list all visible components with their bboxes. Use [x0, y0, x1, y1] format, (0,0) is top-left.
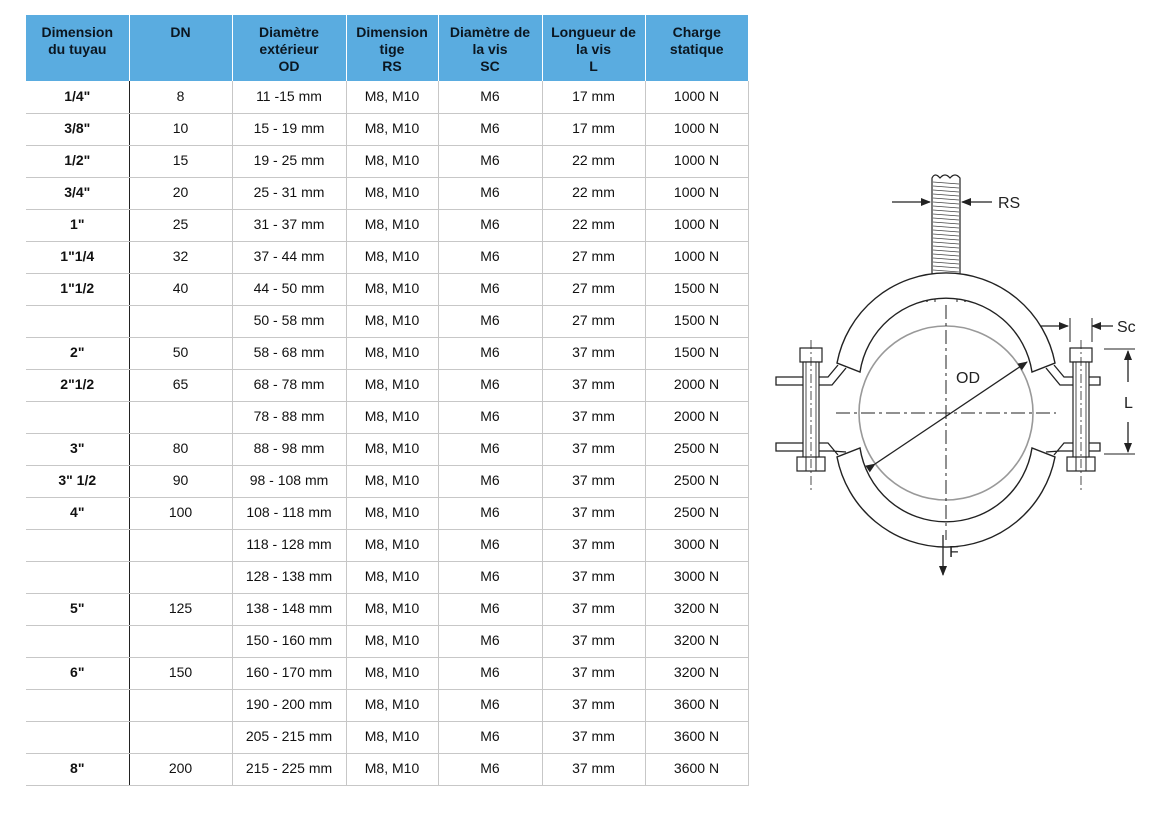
cell-outer-diameter: 138 - 148 mm	[232, 593, 346, 625]
cell-rod-size: M8, M10	[346, 465, 438, 497]
table-row	[26, 753, 748, 785]
cell-screw-diameter: M6	[438, 561, 542, 593]
table-row	[26, 497, 748, 529]
cell-pipe-size: 3" 1/2	[26, 465, 129, 497]
cell-outer-diameter: 58 - 68 mm	[232, 337, 346, 369]
cell-screw-length: 37 mm	[542, 689, 645, 721]
cell-screw-diameter: M6	[438, 113, 542, 145]
cell-screw-length: 27 mm	[542, 305, 645, 337]
table-header	[26, 15, 748, 81]
cell-pipe-size	[26, 561, 129, 593]
cell-dn	[129, 625, 232, 657]
spec-table	[26, 15, 749, 786]
table-row	[26, 305, 748, 337]
cell-dn: 90	[129, 465, 232, 497]
cell-pipe-size: 2"	[26, 337, 129, 369]
cell-pipe-size	[26, 305, 129, 337]
cell-screw-diameter: M6	[438, 625, 542, 657]
cell-screw-diameter: M6	[438, 529, 542, 561]
table-row	[26, 145, 748, 177]
cell-screw-length: 17 mm	[542, 81, 645, 113]
cell-rod-size: M8, M10	[346, 657, 438, 689]
cell-outer-diameter: 190 - 200 mm	[232, 689, 346, 721]
header-static-load: Charge statique	[645, 15, 748, 81]
cell-screw-length: 37 mm	[542, 497, 645, 529]
cell-static-load: 1000 N	[645, 209, 748, 241]
cell-outer-diameter: 215 - 225 mm	[232, 753, 346, 785]
cell-dn: 15	[129, 145, 232, 177]
table-row	[26, 369, 748, 401]
cell-pipe-size	[26, 721, 129, 753]
cell-rod-size: M8, M10	[346, 305, 438, 337]
cell-screw-length: 37 mm	[542, 721, 645, 753]
table-row	[26, 177, 748, 209]
cell-screw-diameter: M6	[438, 209, 542, 241]
cell-static-load: 3200 N	[645, 657, 748, 689]
cell-dn: 10	[129, 113, 232, 145]
table-row	[26, 721, 748, 753]
cell-static-load: 1000 N	[645, 177, 748, 209]
od-label: OD	[956, 370, 980, 387]
cell-screw-diameter: M6	[438, 657, 542, 689]
cell-pipe-size	[26, 689, 129, 721]
cell-dn: 150	[129, 657, 232, 689]
table-row	[26, 561, 748, 593]
cell-screw-diameter: M6	[438, 433, 542, 465]
cell-dn	[129, 529, 232, 561]
cell-outer-diameter: 118 - 128 mm	[232, 529, 346, 561]
cell-rod-size: M8, M10	[346, 497, 438, 529]
header-dn: DN	[129, 15, 232, 81]
cell-outer-diameter: 150 - 160 mm	[232, 625, 346, 657]
cell-rod-size: M8, M10	[346, 561, 438, 593]
cell-static-load: 1500 N	[645, 305, 748, 337]
cell-rod-size: M8, M10	[346, 369, 438, 401]
header-row	[26, 15, 748, 81]
cell-screw-diameter: M6	[438, 273, 542, 305]
cell-dn	[129, 561, 232, 593]
cell-outer-diameter: 19 - 25 mm	[232, 145, 346, 177]
cell-static-load: 1000 N	[645, 145, 748, 177]
cell-screw-diameter: M6	[438, 465, 542, 497]
cell-pipe-size	[26, 529, 129, 561]
cell-outer-diameter: 31 - 37 mm	[232, 209, 346, 241]
cell-screw-length: 22 mm	[542, 209, 645, 241]
cell-static-load: 3200 N	[645, 625, 748, 657]
cell-static-load: 1000 N	[645, 241, 748, 273]
cell-dn	[129, 401, 232, 433]
table-row	[26, 625, 748, 657]
cell-dn	[129, 689, 232, 721]
cell-outer-diameter: 88 - 98 mm	[232, 433, 346, 465]
cell-outer-diameter: 50 - 58 mm	[232, 305, 346, 337]
cell-static-load: 1500 N	[645, 273, 748, 305]
pipe-clamp-diagram	[770, 160, 1150, 590]
left-bolt	[797, 340, 825, 490]
cell-screw-diameter: M6	[438, 753, 542, 785]
cell-pipe-size: 8"	[26, 753, 129, 785]
cell-screw-length: 22 mm	[542, 145, 645, 177]
cell-dn	[129, 305, 232, 337]
cell-dn: 25	[129, 209, 232, 241]
cell-rod-size: M8, M10	[346, 209, 438, 241]
threaded-rod	[932, 175, 960, 280]
cell-screw-diameter: M6	[438, 177, 542, 209]
cell-screw-length: 37 mm	[542, 465, 645, 497]
cell-static-load: 3000 N	[645, 561, 748, 593]
table-row	[26, 209, 748, 241]
cell-dn: 32	[129, 241, 232, 273]
header-screw-length: Longueur de la vis L	[542, 15, 645, 81]
sc-label: Sc	[1117, 319, 1136, 336]
cell-screw-length: 27 mm	[542, 241, 645, 273]
cell-static-load: 1500 N	[645, 337, 748, 369]
cell-static-load: 2500 N	[645, 497, 748, 529]
cell-dn: 80	[129, 433, 232, 465]
cell-rod-size: M8, M10	[346, 113, 438, 145]
cell-rod-size: M8, M10	[346, 625, 438, 657]
header-outer-diameter: Diamètre extérieur OD	[232, 15, 346, 81]
cell-screw-length: 37 mm	[542, 753, 645, 785]
cell-screw-length: 37 mm	[542, 625, 645, 657]
cell-screw-length: 37 mm	[542, 593, 645, 625]
cell-static-load: 2500 N	[645, 465, 748, 497]
table-row	[26, 593, 748, 625]
cell-screw-diameter: M6	[438, 721, 542, 753]
cell-rod-size: M8, M10	[346, 337, 438, 369]
cell-outer-diameter: 11 -15 mm	[232, 81, 346, 113]
cell-outer-diameter: 78 - 88 mm	[232, 401, 346, 433]
cell-pipe-size: 1"1/4	[26, 241, 129, 273]
cell-static-load: 3200 N	[645, 593, 748, 625]
cell-screw-diameter: M6	[438, 497, 542, 529]
cell-screw-length: 37 mm	[542, 433, 645, 465]
cell-pipe-size: 3/4"	[26, 177, 129, 209]
cell-dn: 40	[129, 273, 232, 305]
cell-screw-length: 37 mm	[542, 561, 645, 593]
cell-rod-size: M8, M10	[346, 81, 438, 113]
cell-screw-length: 37 mm	[542, 657, 645, 689]
cell-outer-diameter: 15 - 19 mm	[232, 113, 346, 145]
cell-static-load: 1000 N	[645, 113, 748, 145]
cell-rod-size: M8, M10	[346, 689, 438, 721]
table-row	[26, 465, 748, 497]
cell-screw-diameter: M6	[438, 369, 542, 401]
cell-static-load: 3600 N	[645, 689, 748, 721]
cell-pipe-size: 1/4"	[26, 81, 129, 113]
cell-static-load: 2000 N	[645, 369, 748, 401]
cell-dn: 50	[129, 337, 232, 369]
cell-dn: 125	[129, 593, 232, 625]
cell-screw-diameter: M6	[438, 81, 542, 113]
header-rod-size: Dimension tige RS	[346, 15, 438, 81]
table-row	[26, 113, 748, 145]
cell-rod-size: M8, M10	[346, 177, 438, 209]
cell-screw-length: 37 mm	[542, 401, 645, 433]
cell-dn: 100	[129, 497, 232, 529]
cell-screw-diameter: M6	[438, 241, 542, 273]
cell-outer-diameter: 44 - 50 mm	[232, 273, 346, 305]
cell-rod-size: M8, M10	[346, 145, 438, 177]
cell-screw-diameter: M6	[438, 689, 542, 721]
cell-rod-size: M8, M10	[346, 593, 438, 625]
cell-pipe-size	[26, 401, 129, 433]
cell-outer-diameter: 128 - 138 mm	[232, 561, 346, 593]
cell-pipe-size	[26, 625, 129, 657]
cell-outer-diameter: 37 - 44 mm	[232, 241, 346, 273]
cell-screw-length: 17 mm	[542, 113, 645, 145]
cell-rod-size: M8, M10	[346, 433, 438, 465]
cell-outer-diameter: 68 - 78 mm	[232, 369, 346, 401]
cell-pipe-size: 1"	[26, 209, 129, 241]
cell-static-load: 2500 N	[645, 433, 748, 465]
cell-pipe-size: 2"1/2	[26, 369, 129, 401]
cell-screw-diameter: M6	[438, 305, 542, 337]
table-row	[26, 81, 748, 113]
cell-static-load: 2000 N	[645, 401, 748, 433]
cell-rod-size: M8, M10	[346, 529, 438, 561]
cell-dn: 8	[129, 81, 232, 113]
cell-screw-diameter: M6	[438, 145, 542, 177]
cell-outer-diameter: 160 - 170 mm	[232, 657, 346, 689]
table-row	[26, 337, 748, 369]
cell-static-load: 1000 N	[645, 81, 748, 113]
cell-pipe-size: 1"1/2	[26, 273, 129, 305]
cell-rod-size: M8, M10	[346, 401, 438, 433]
cell-pipe-size: 5"	[26, 593, 129, 625]
cell-pipe-size: 6"	[26, 657, 129, 689]
table-row	[26, 241, 748, 273]
table-row	[26, 689, 748, 721]
cell-static-load: 3600 N	[645, 721, 748, 753]
table-row	[26, 529, 748, 561]
cell-dn: 20	[129, 177, 232, 209]
cell-pipe-size: 4"	[26, 497, 129, 529]
table-body	[26, 81, 748, 785]
cell-screw-diameter: M6	[438, 337, 542, 369]
table-row	[26, 273, 748, 305]
cell-rod-size: M8, M10	[346, 273, 438, 305]
cell-dn: 200	[129, 753, 232, 785]
cell-static-load: 3000 N	[645, 529, 748, 561]
cell-outer-diameter: 25 - 31 mm	[232, 177, 346, 209]
table-row	[26, 433, 748, 465]
cell-rod-size: M8, M10	[346, 753, 438, 785]
cell-screw-diameter: M6	[438, 401, 542, 433]
cell-pipe-size: 3/8"	[26, 113, 129, 145]
cell-screw-diameter: M6	[438, 593, 542, 625]
table-row	[26, 401, 748, 433]
cell-dn: 65	[129, 369, 232, 401]
cell-static-load: 3600 N	[645, 753, 748, 785]
cell-rod-size: M8, M10	[346, 721, 438, 753]
cell-outer-diameter: 98 - 108 mm	[232, 465, 346, 497]
rs-label: RS	[998, 195, 1021, 212]
header-screw-diameter: Diamètre de la vis SC	[438, 15, 542, 81]
cell-rod-size: M8, M10	[346, 241, 438, 273]
cell-screw-length: 27 mm	[542, 273, 645, 305]
right-bolt	[1067, 340, 1095, 490]
l-label: L	[1124, 395, 1133, 412]
cell-screw-length: 37 mm	[542, 529, 645, 561]
cell-pipe-size: 3"	[26, 433, 129, 465]
cell-screw-length: 37 mm	[542, 369, 645, 401]
cell-pipe-size: 1/2"	[26, 145, 129, 177]
cell-screw-length: 37 mm	[542, 337, 645, 369]
header-pipe-size: Dimension du tuyau	[26, 15, 129, 81]
cell-outer-diameter: 108 - 118 mm	[232, 497, 346, 529]
cell-outer-diameter: 205 - 215 mm	[232, 721, 346, 753]
f-label: F	[949, 544, 959, 561]
table-row	[26, 657, 748, 689]
cell-dn	[129, 721, 232, 753]
cell-screw-length: 22 mm	[542, 177, 645, 209]
